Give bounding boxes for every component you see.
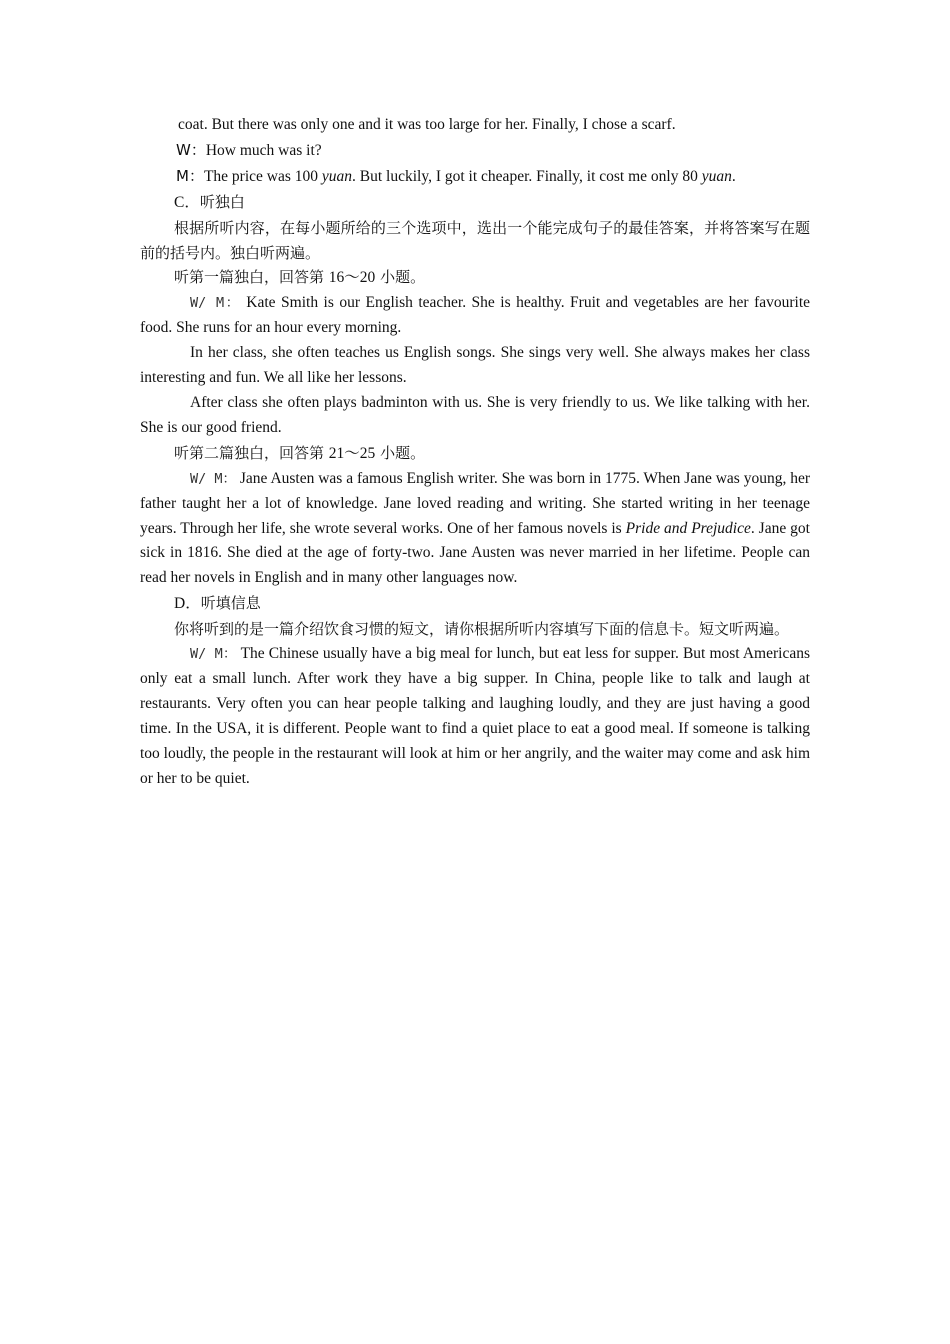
monologue-2-para — [140, 467, 810, 592]
speaker-label: W/ M： — [190, 470, 237, 487]
speaker-label: W/ M： — [190, 295, 241, 312]
question-range: 16～20 — [328, 269, 376, 287]
dialogue-text: How much was it? — [205, 141, 322, 159]
section-d-heading — [140, 591, 810, 617]
monologue-text: . Jane got sick in 1816. She died at the age of forty-two. Jane Austen was never married in her lifetime. People can read her novels in English and in many other languages now. — [140, 519, 810, 587]
section-d-passage — [140, 642, 810, 791]
speaker-label: M： — [176, 166, 204, 185]
dialogue-text: . — [731, 167, 736, 185]
dialogue-text-italic: yuan — [321, 167, 353, 185]
dialogue-continuation-line — [140, 113, 810, 138]
label-text: 小题。 — [375, 443, 426, 462]
dialogue-text: coat. But there was only one and it was too large for her. Finally, I chose a scarf. — [178, 116, 676, 133]
monologue-1-para-3: After class she often plays badminton with us. She is very friendly to us. We like talking with her. She is our good friend. — [140, 393, 810, 436]
monologue-text: Jane Austen was a famous English writer. She was born in 1775. When Jane was young, her father taught her a lot of knowledge. Jane loved reading and writing. She started writing in her teenage years. Through her life, she wrote several works. One of her famous novels is — [140, 469, 810, 537]
dialogue-text: The price was 100 — [203, 167, 322, 185]
dialogue-line-m — [140, 164, 810, 190]
novel-title: Pride and Prejudice — [625, 519, 751, 537]
monologue-text: Kate Smith is our English teacher. She is healthy. Fruit and vegetables are her favourite food. She runs for an hour every morning. — [140, 294, 811, 337]
section-c-heading — [140, 190, 810, 216]
section-title: 听填信息 — [200, 594, 261, 613]
dialogue-text: . But luckily, I got it cheaper. Finally, it cost me only 80 — [352, 167, 702, 185]
section-d-instructions: 你将听到的是一篇介绍饮食习惯的短文，请你根据所听内容填写下面的信息卡。短文听两遍。 — [174, 620, 790, 639]
section-title: 听独白 — [199, 192, 245, 211]
section-letter: C． — [174, 193, 200, 211]
label-text: 小题。 — [375, 268, 426, 287]
monologue-1-para-2: In her class, she often teaches us English songs. She sings very well. She always makes her class interesting and fun. We all like her lessons. — [140, 344, 810, 387]
dialogue-text-italic: yuan — [701, 167, 732, 185]
monologue-1-para-1 — [140, 291, 810, 341]
monologue-2-label — [140, 441, 810, 467]
document-page — [140, 113, 810, 791]
section-letter: D． — [174, 595, 201, 613]
dialogue-line-w — [140, 138, 810, 164]
label-text: 听第二篇独白，回答第 — [174, 443, 329, 462]
passage-text: The Chinese usually have a big meal for lunch, but eat less for supper. But most Americans only eat a small lunch. After work they have a big supper. In China, people like to talk and laugh at restaurants. Very often you can hear people talking and laughing loudly, and they are just having a good time. In the USA, it is different. People want to find a quiet place to eat a good meal. If someone is talking too loudly, the people in the restaurant will look at him or her angrily, and the waiter may come and ask him or her to be quiet. — [140, 645, 810, 787]
speaker-label: W： — [176, 140, 206, 159]
monologue-1-label — [140, 265, 810, 291]
speaker-label: W/ M： — [190, 646, 237, 663]
question-range: 21～25 — [328, 444, 376, 462]
section-c-instructions: 根据所听内容，在每小题所给的三个选项中，选出一个能完成句子的最佳答案，并将答案写在题前的括号内。独白听两遍。 — [140, 218, 810, 262]
label-text: 听第一篇独白，回答第 — [174, 268, 329, 287]
